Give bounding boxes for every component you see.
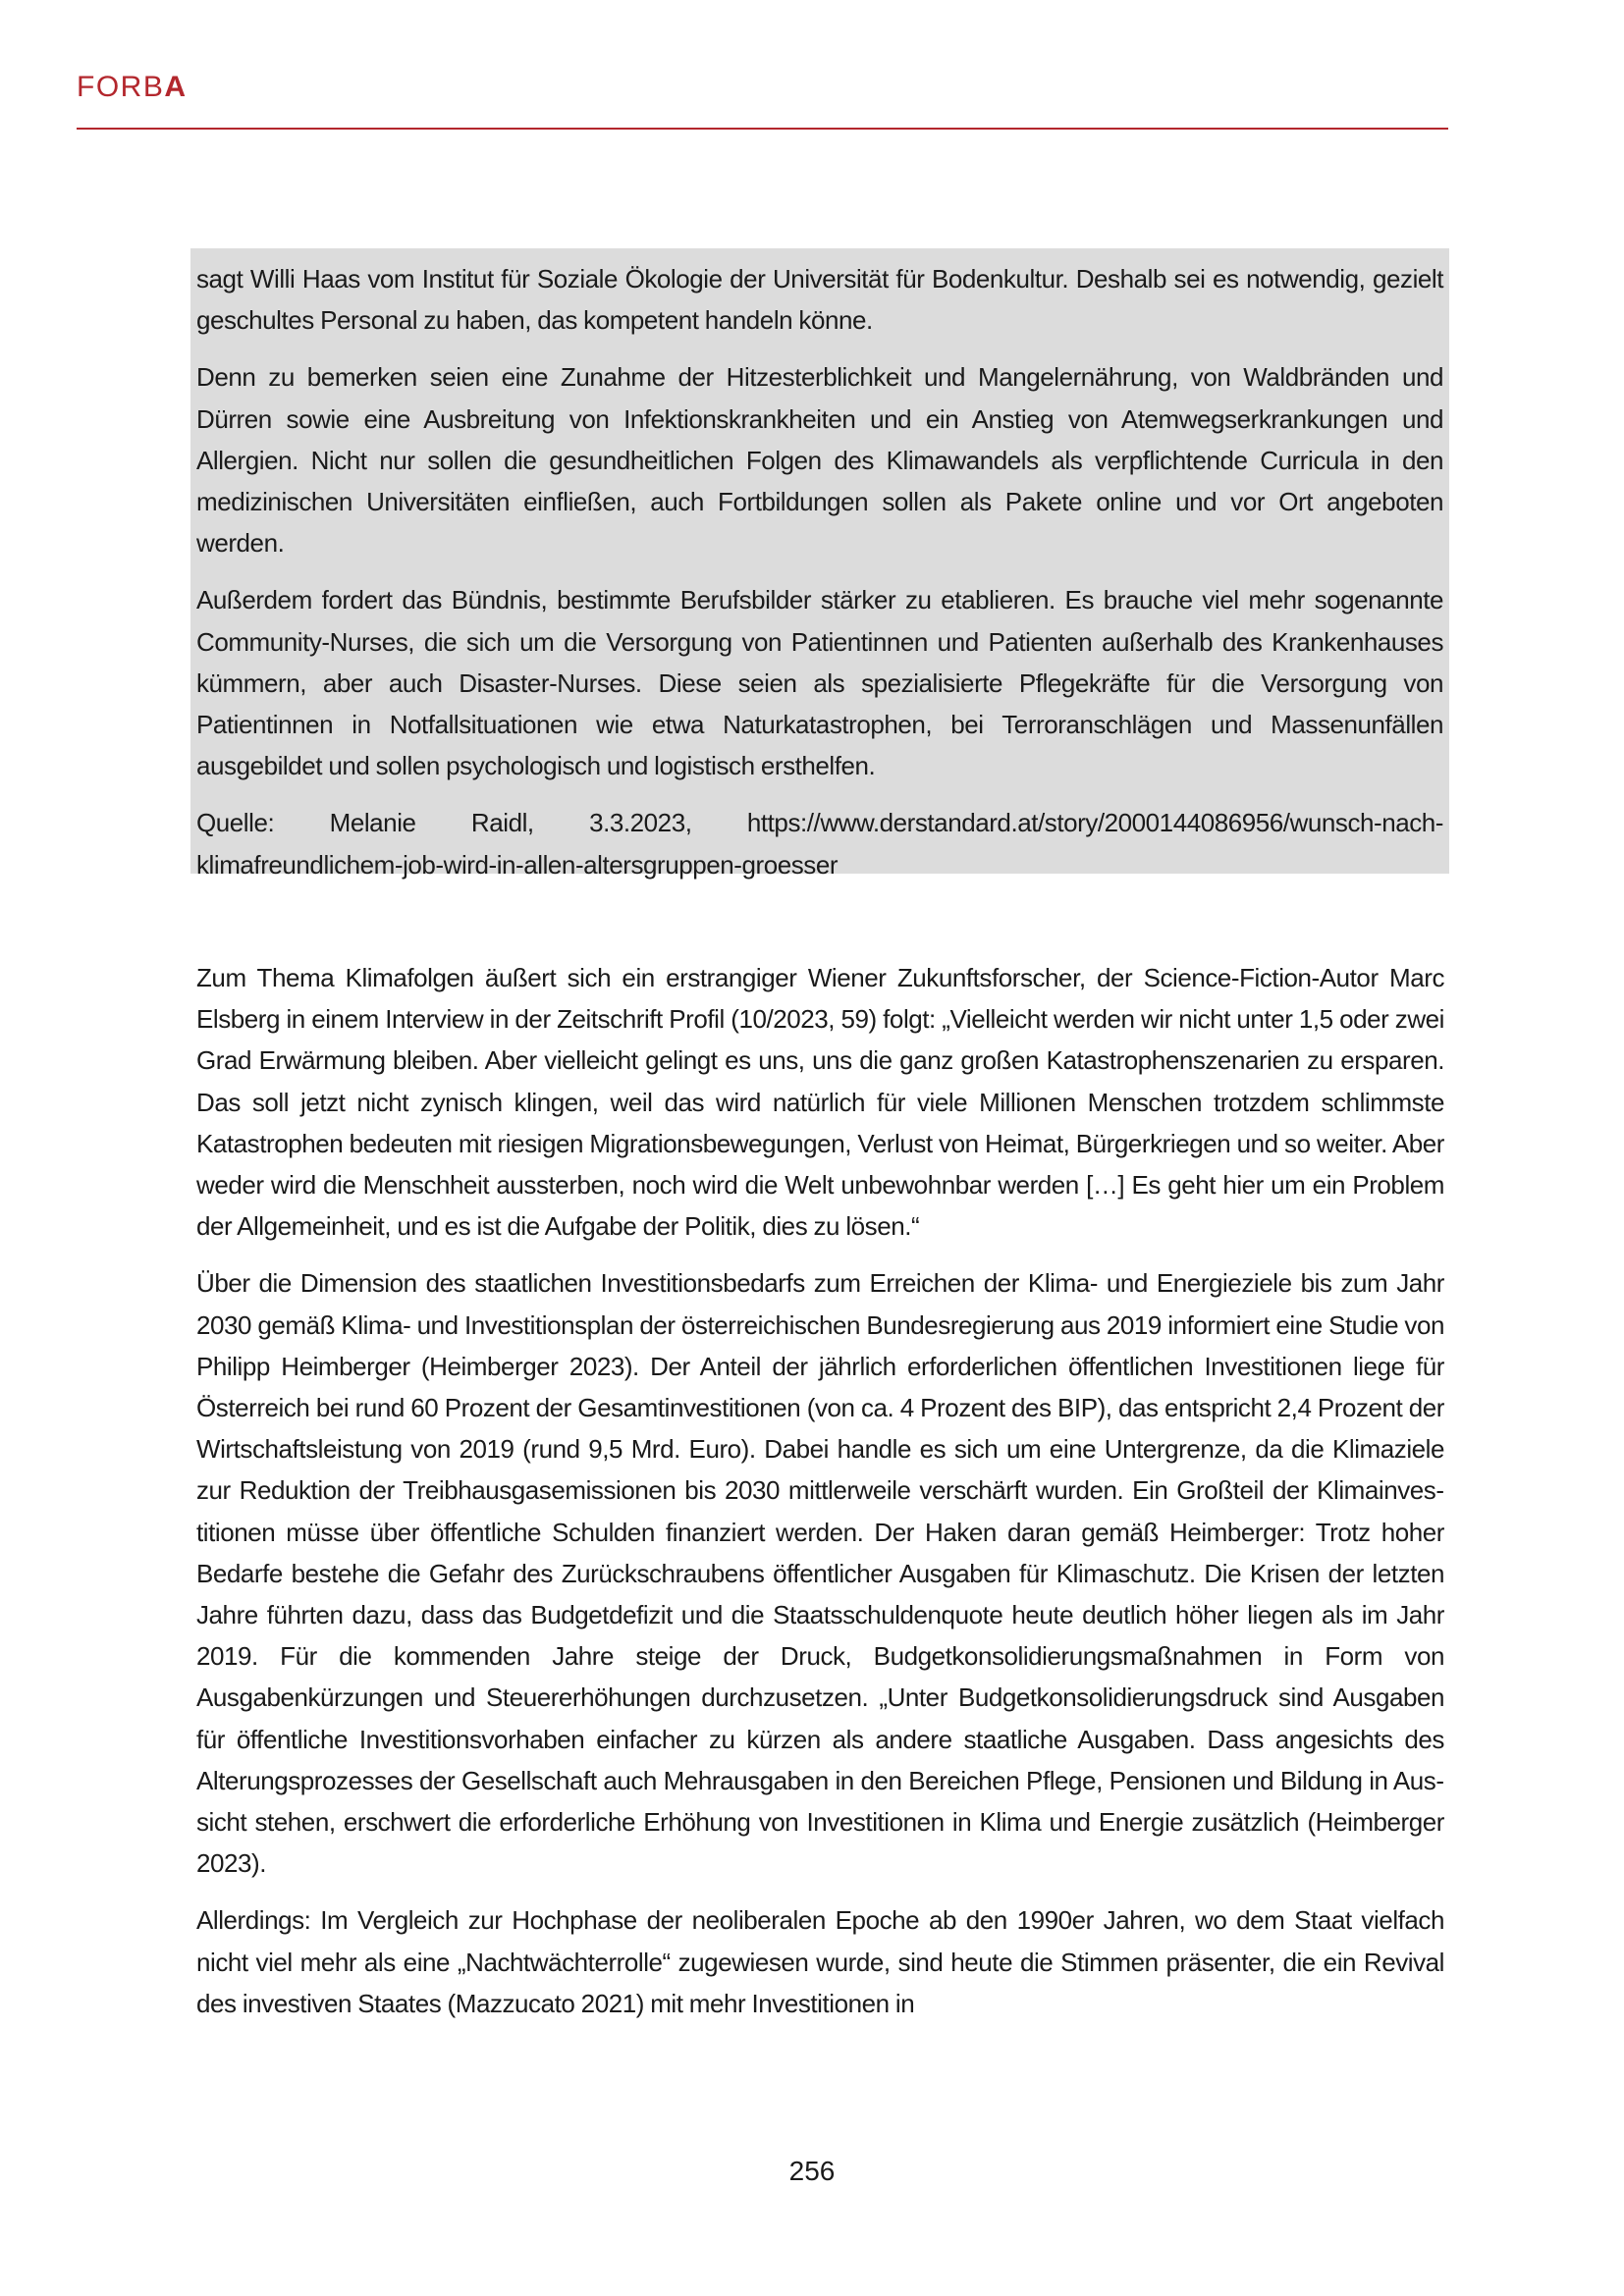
page-number: 256 (788, 2156, 836, 2186)
quote-source: Quelle: Melanie Raidl, 3.3.2023, https://www.derstandard.at/story/2000144086956/wunsch-nach-​klimafreundlichem-job-wird-in-allen-altersgruppen-groesser (196, 808, 1443, 880)
quote-paragraph: sagt Willi Haas vom Institut für Soziale Ökologie der Universität für Bodenkultur. Deshalb sei es notwendig, gezielt geschultes Personal zu haben, das kompetent handeln könne. (196, 264, 1443, 336)
body-paragraph: Zum Thema Klimafolgen äußert sich ein erstrangiger Wiener Zukunftsforscher, der Science-Fiction-Autor Marc Elsberg in einem Interview in der Zeitschrift Profil (10/2023, 59) folgt: „Vielleicht werden wir nicht unter 1,5 oder zwei Grad Erwärmung bleiben. Aber vielleicht gelingt es uns, uns die ganz großen Katastrophenszenarien zu ersparen. Das soll jetzt nicht zynisch klingen, weil das wird natürlich für viele Millionen Menschen trotzdem schlimmste Katastrophen bedeuten mit riesigen Migrationsbewegungen, Verlust von Heimat, Bürgerkriegen und so weiter. Aber weder wird die Menschheit aussterben, noch wird die Welt unbewohnbar werden […] Es geht hier um ein Problem der Allgemeinheit, und es ist die Aufgabe der Politik, dies zu lösen.“ (196, 963, 1444, 1242)
forba-logo (77, 71, 188, 104)
body-paragraph: Allerdings: Im Vergleich zur Hochphase der neoliberalen Epoche ab den 1990er Jahren, wo dem Staat vielfach nicht viel mehr als eine „Nachtwächterrolle“ zugewiesen wurde, sind heute die Stimmen präsenter, die ein Revival des investiven Staates (Mazzucato 2021) mit mehr Investitionen in (196, 1905, 1444, 2018)
logo-text-bold: A (164, 71, 188, 103)
body-text (196, 957, 1444, 2024)
quote-paragraph: Denn zu bemerken seien eine Zunahme der Hitzesterblichkeit und Mangelernährung, von Waldbränden und Dürren sowie eine Ausbreitung von Infektionskrankheiten und ein Anstieg von Atemwegserkrankungen und Allergien. Nicht nur sollen die gesundheitlichen Folgen des Klimawandels als verpflichtende Curricula in den medizinischen Universitäten einfließen, auch Fortbildungen sollen als Pakete online und vor Ort angeboten werden. (196, 362, 1443, 559)
logo-text-light: FORB (77, 71, 165, 103)
body-paragraph: Über die Dimension des staatlichen Investitionsbedarfs zum Erreichen der Klima- und Energieziele bis zum Jahr 2030 gemäß Klima- und Investitionsplan der österreichischen Bundesregierung aus 2019 informiert eine Studie von Philipp Heimberger (Heimberger 2023). Der Anteil der jährlich erforderlichen öffentlichen Investitionen liege für Österreich bei rund 60 Prozent der Gesamtinvestitionen (von ca. 4 Prozent des BIP), das entspricht 2,4 Prozent der Wirtschaftsleistung von 2019 (rund 9,5 Mrd. Euro). Dabei handle es sich um eine Untergrenze, da die Klimaziele zur Reduktion der Treibhausgasemissionen bis 2030 mittlerweile verschärft wurden. Ein Großteil der Klimainvestitionen müsse über öffentliche Schulden finanziert werden. Der Haken daran gemäß Heimberger: Trotz hoher Bedarfe bestehe die Gefahr des Zurückschraubens öffentlicher Ausgaben für Klimaschutz. Die Krisen der letzten Jahre führten dazu, dass das Budgetdefizit und die Staatsschuldenquote heute deutlich höher liegen als im Jahr 2019. Für die kommenden Jahre steige der Druck, Budgetkonsolidierungsmaßnahmen in Form von Ausgabenkürzungen und Steuererhöhungen durchzusetzen. „Unter Budgetkonsolidierungsdruck sind Ausgaben für öffentliche Investitionsvorhaben einfacher zu kürzen als andere staatliche Ausgaben. Dass angesichts des Alterungsprozesses der Gesellschaft auch Mehrausgaben in den Bereichen Pflege, Pensionen und Bildung in Aussicht stehen, erschwert die erforderliche Erhöhung von Investitionen in Klima und Energie zusätzlich (Heimberger 2023). (196, 1268, 1444, 1879)
header-divider (77, 128, 1448, 130)
quote-paragraph: Außerdem fordert das Bündnis, bestimmte Berufsbilder stärker zu etablieren. Es brauche viel mehr sogenannte Community-Nurses, die sich um die Versorgung von Patientinnen und Patienten außerhalb des Krankenhauses kümmern, aber auch Disaster-Nurses. Diese seien als spezialisierte Pflegekräfte für die Versorgung von Patientinnen in Notfallsituationen wie etwa Naturkatastrophen, bei Terroranschlägen und Massenunfällen ausgebildet und sollen psychologisch und logistisch ersthelfen. (196, 585, 1443, 781)
quote-box (190, 248, 1449, 880)
